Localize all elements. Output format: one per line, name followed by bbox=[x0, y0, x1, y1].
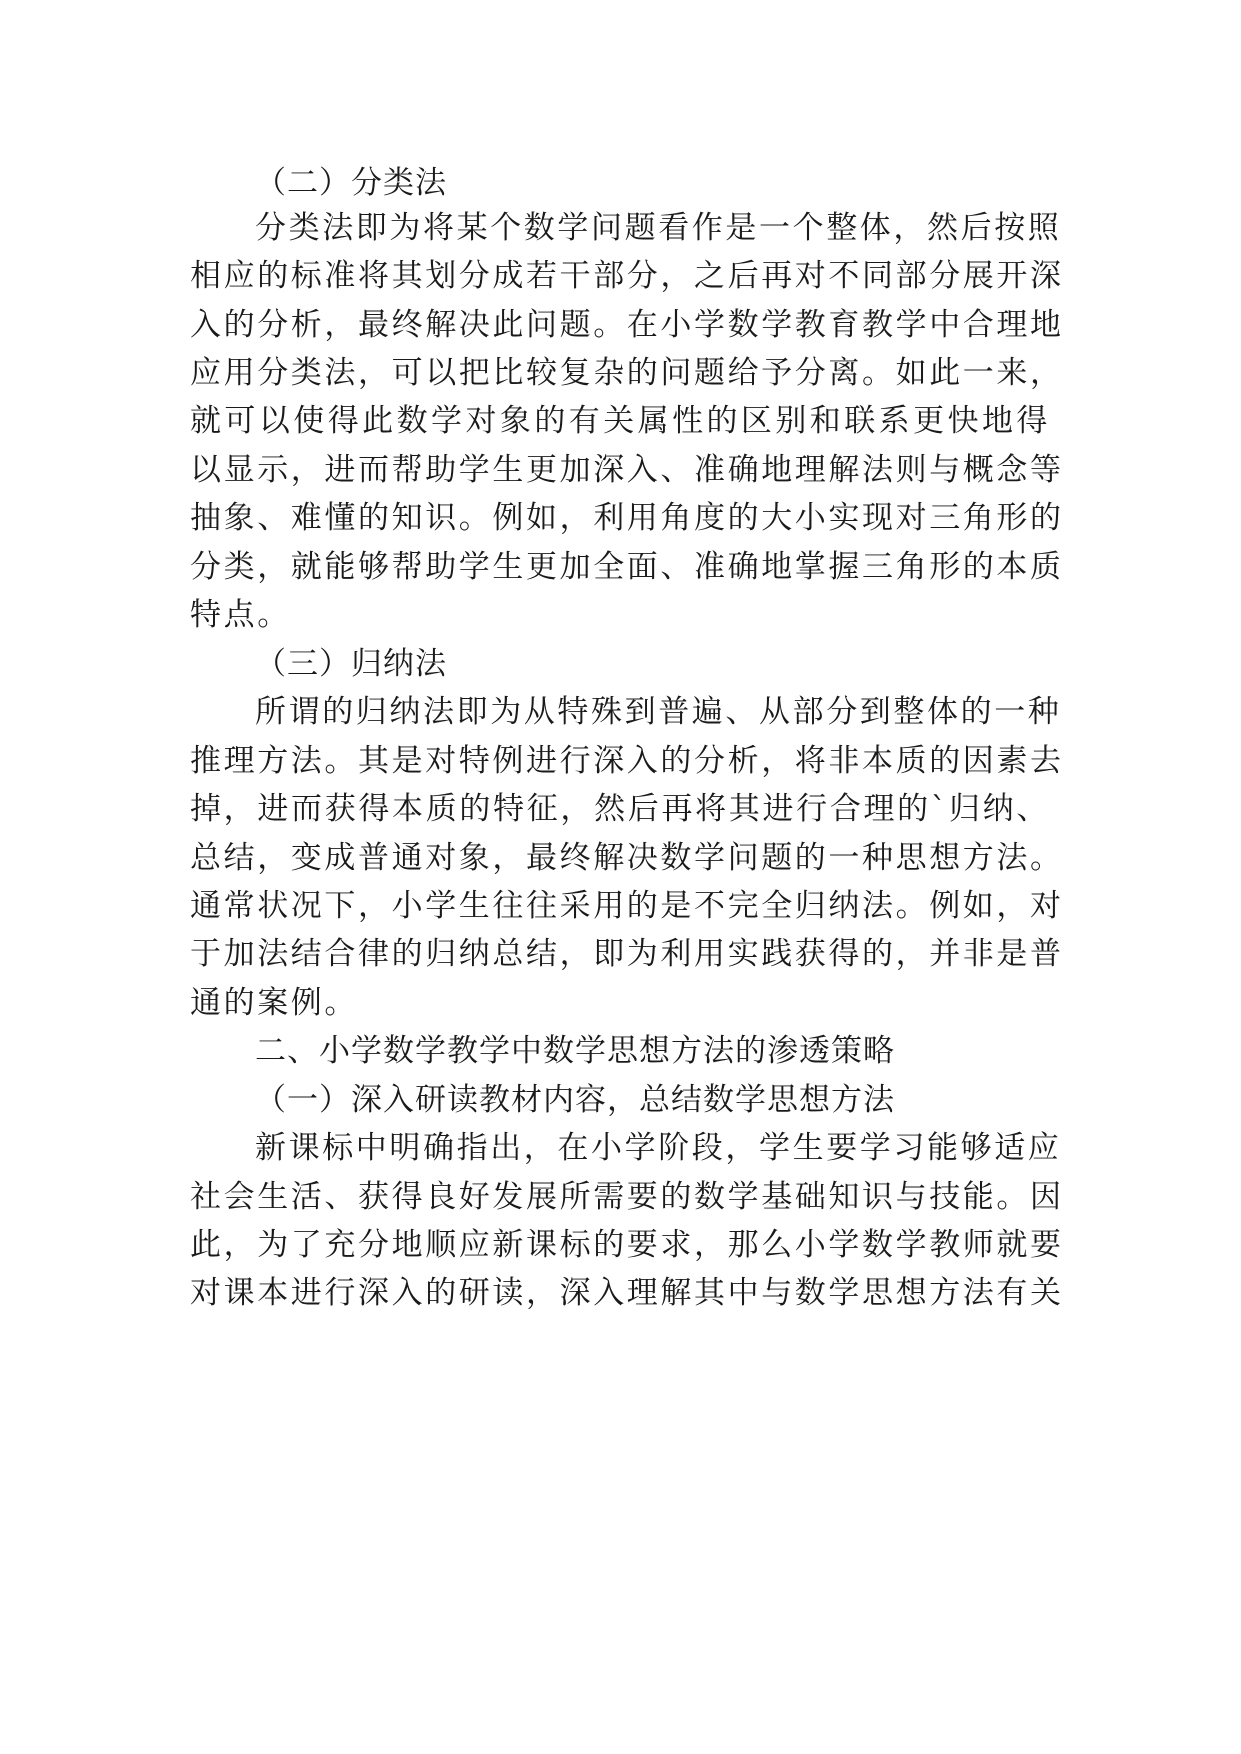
part-heading-strategies: 二、小学数学教学中数学思想方法的渗透策略 bbox=[255, 1033, 895, 1069]
section-heading-classification: （二）分类法 bbox=[255, 165, 447, 201]
sub-heading-textbook-study: （一）深入研读教材内容，总结数学思想方法 bbox=[255, 1082, 895, 1118]
paragraph-line: 此，为了充分地顺应新课标的要求，那么小学数学教师就要 bbox=[190, 1227, 1064, 1263]
paragraph-line: 对课本进行深入的研读，深入理解其中与数学思想方法有关 bbox=[190, 1275, 1064, 1311]
paragraph-line: 新课标中明确指出，在小学阶段，学生要学习能够适应 bbox=[255, 1130, 1062, 1166]
paragraph-line: 特点。 bbox=[190, 597, 291, 633]
paragraph-line: 入的分析，最终解决此问题。在小学数学教育教学中合理地 bbox=[190, 307, 1064, 343]
paragraph-line: 相应的标准将其划分成若干部分，之后再对不同部分展开深 bbox=[190, 258, 1064, 294]
section-heading-induction: （三）归纳法 bbox=[255, 646, 447, 682]
paragraph-line: 以显示，进而帮助学生更加深入、准确地理解法则与概念等 bbox=[190, 452, 1064, 488]
paragraph-line: 通常状况下，小学生往往采用的是不完全归纳法。例如，对 bbox=[190, 888, 1064, 924]
paragraph-line: 应用分类法，可以把比较复杂的问题给予分离。如此一来， bbox=[190, 355, 1064, 391]
paragraph-line: 社会生活、获得良好发展所需要的数学基础知识与技能。因 bbox=[190, 1179, 1064, 1215]
paragraph-line: 就可以使得此数学对象的有关属性的区别和联系更快地得 bbox=[190, 403, 1050, 439]
paragraph-line: 总结，变成普通对象，最终解决数学问题的一种思想方法。 bbox=[190, 840, 1064, 876]
paragraph-line: 分类，就能够帮助学生更加全面、准确地掌握三角形的本质 bbox=[190, 549, 1064, 585]
paragraph-line: 于加法结合律的归纳总结，即为利用实践获得的，并非是普 bbox=[190, 936, 1064, 972]
paragraph-line: 推理方法。其是对特例进行深入的分析，将非本质的因素去 bbox=[190, 743, 1064, 779]
paragraph-line: 抽象、难懂的知识。例如，利用角度的大小实现对三角形的 bbox=[190, 500, 1064, 536]
paragraph-line: 所谓的归纳法即为从特殊到普遍、从部分到整体的一种 bbox=[255, 694, 1062, 730]
paragraph-line: 分类法即为将某个数学问题看作是一个整体，然后按照 bbox=[255, 210, 1062, 246]
paragraph-line: 掉，进而获得本质的特征，然后再将其进行合理的`归纳、 bbox=[190, 791, 1050, 827]
paragraph-line: 通的案例。 bbox=[190, 985, 358, 1021]
